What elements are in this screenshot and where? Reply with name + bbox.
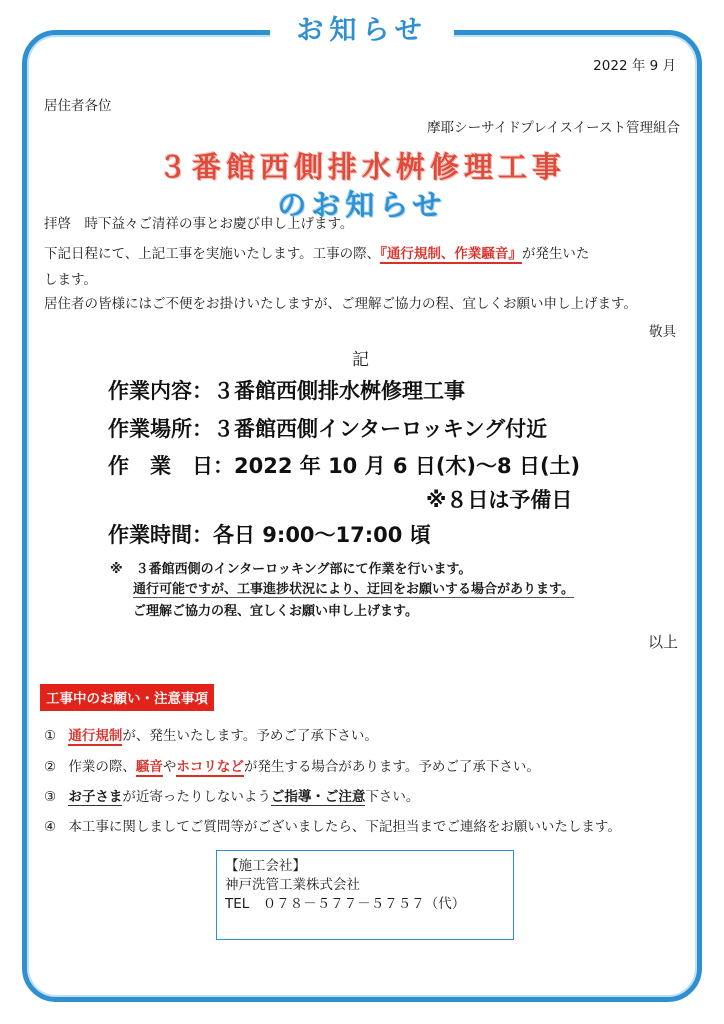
item2-pre: 作業の際、	[68, 759, 136, 775]
caution-item-3	[44, 785, 419, 805]
main-title-line2: のお知らせ	[277, 188, 447, 222]
caution-item-4	[44, 815, 621, 835]
addressee: 居住者各位	[44, 98, 112, 114]
contact-company: 神戸洗管工業株式会社	[225, 877, 360, 893]
caution-item-2	[44, 755, 540, 775]
item2-highlight-noise: 騒音	[135, 759, 163, 775]
sender: 摩耶シーサイドプレイスイースト管理組合	[427, 120, 680, 136]
detail-reserve: ※８日は予備日	[426, 488, 573, 512]
item3-bold-children: お子さま	[68, 789, 123, 805]
caution-item-1	[44, 724, 378, 744]
detail-place: 作業場所：３番館西側インターロッキング付近	[108, 417, 548, 441]
detail-date: 作 業 日：2022 年 10 月 6 日(木)～8 日(土)	[108, 454, 581, 478]
note-line-2: 通行可能ですが、工事進捗状況により、迂回をお願いする場合があります。	[133, 578, 574, 598]
body-line-3: します。	[44, 272, 97, 288]
item2-rest: が発生する場合があります。予めご了承下さい。	[243, 759, 540, 775]
item2-mid: や	[162, 759, 177, 775]
item-number: ③	[44, 789, 57, 805]
ki-mark: 記	[352, 350, 369, 370]
item-number: ②	[44, 759, 57, 775]
item3-rest: 下さい。	[365, 789, 420, 805]
item3-bold-guidance: ご指導・ご注意	[270, 789, 366, 805]
item3-mid: が近寄ったりしないよう	[122, 789, 271, 805]
contact-label: 【施工会社】	[225, 858, 306, 874]
closing-ijo: 以上	[647, 633, 678, 651]
contact-tel: TEL ０７８－５７７－５７５７（代）	[225, 896, 466, 912]
body-line-2-pre: 下記日程にて、上記工事を実施いたします。工事の際、	[44, 246, 381, 262]
item1-rest: が、発生いたします。予めご了承下さい。	[122, 728, 378, 744]
body-line-2-post: が発生いた	[521, 246, 590, 262]
item2-highlight-dust: ホコリなど	[176, 759, 244, 775]
note-line-1: ※ ３番館西側のインターロッキング部にて作業を行います。	[110, 562, 472, 577]
closing-keigu: 敬具	[649, 324, 676, 340]
item-number: ①	[44, 728, 57, 744]
item4-text: 本工事に関しましてご質問等がございましたら、下記担当までご連絡をお願いいたします。	[68, 819, 621, 835]
detail-time: 作業時間：各日 9:00～17:00 頃	[108, 523, 431, 547]
body-line-2	[44, 244, 589, 264]
detail-content: 作業内容：３番館西側排水桝修理工事	[108, 379, 465, 403]
item-number: ④	[44, 819, 57, 835]
item1-highlight: 通行規制	[68, 728, 123, 744]
notice-date: 2022 年 9 月	[593, 58, 676, 74]
header-title: お知らせ	[270, 10, 454, 52]
contact-box	[216, 850, 514, 940]
body-highlight: 『通行規制、作業騒音』	[380, 246, 522, 262]
main-title-line1: ３番館西側排水桝修理工事	[157, 150, 566, 184]
body-line-4: 居住者の皆様にはご不便をお掛けいたしますが、ご理解ご協力の程、宜しくお願い申し上げます。	[44, 296, 637, 312]
cautions-header: 工事中のお願い・注意事項	[40, 684, 214, 711]
body-line-1: 拝啓 時下益々ご清祥の事とお慶び申し上げます。	[44, 216, 354, 232]
note-line-3: ご理解ご協力の程、宜しくお願い申し上げます。	[133, 604, 418, 619]
